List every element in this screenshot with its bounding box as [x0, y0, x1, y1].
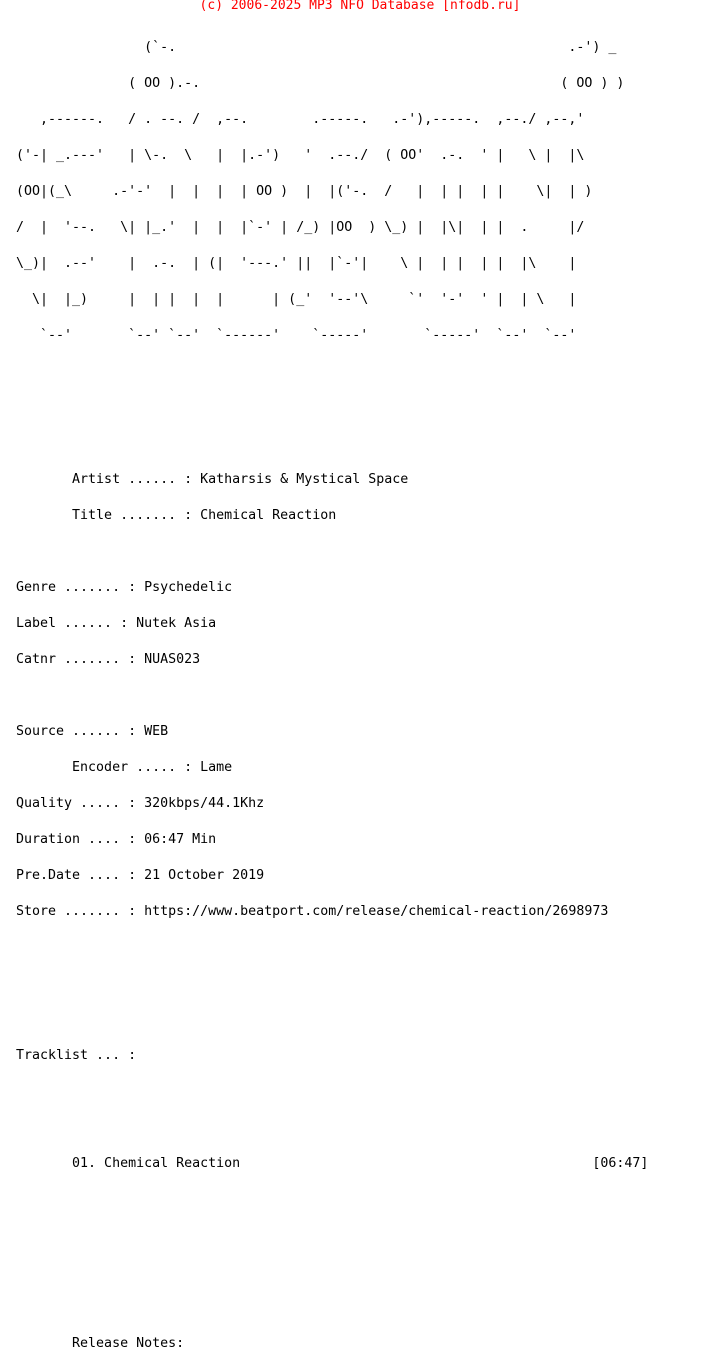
logo-line: ( OO ).-. ( OO ) ) — [16, 76, 625, 91]
predate-line: Pre.Date .... : 21 October 2019 — [16, 868, 265, 883]
blank-line — [16, 1266, 648, 1278]
blank-line — [16, 1194, 648, 1206]
blank-line — [16, 366, 648, 378]
blank-line — [16, 1014, 648, 1026]
duration-line: Duration .... : 06:47 Min — [16, 832, 217, 847]
title-line: Title ....... : Chemical Reaction — [16, 508, 337, 523]
tracklist-heading: Tracklist ... : — [16, 1048, 137, 1063]
artist-line: Artist ...... : Katharsis & Mystical Space — [16, 472, 409, 487]
logo-line: (`-. .-') _ — [16, 40, 617, 55]
release-notes-heading: Release Notes: — [16, 1336, 185, 1351]
logo-line: \_)| .--' | .-. | (| '---.' || |`-'| \ | | | | | |\ | — [16, 256, 577, 271]
blank-line — [16, 978, 648, 990]
blank-line — [16, 402, 648, 414]
blank-line — [16, 1122, 648, 1134]
blank-line — [16, 942, 648, 954]
quality-line: Quality ..... : 320kbps/44.1Khz — [16, 796, 265, 811]
logo-line: (OO|(_\ .-'-' | | | | OO ) | |('-. / | | | | | \| | ) — [16, 184, 593, 199]
logo-line: / | '--. \| |_.' | | |`-' | /_) |OO ) \_) | |\| | | . |/ — [16, 220, 585, 235]
logo-line: ,------. / . --. / ,--. .-----. .-'),-----. ,--./ ,--,' — [16, 112, 585, 127]
genre-line: Genre ....... : Psychedelic — [16, 580, 233, 595]
blank-line — [16, 1302, 648, 1314]
encoder-line: Encoder ..... : Lame — [16, 760, 233, 775]
catnr-line: Catnr ....... : NUAS023 — [16, 652, 201, 667]
nfo-text — [16, 18, 648, 1362]
store-line: Store ....... : https://www.beatport.com/release/chemical-reaction/2698973 — [16, 904, 609, 919]
logo-line: `--' `--' `--' `------' `-----' `-----' `--' `--' — [16, 328, 577, 343]
track-line: 01. Chemical Reaction [06:47] — [16, 1156, 649, 1171]
blank-line — [16, 1230, 648, 1242]
logo-line: \| |_) | | | | | | (_' '--'\ `' '-' ' | | \ | — [16, 292, 577, 307]
blank-line — [16, 690, 648, 702]
logo-line: ('-| _.---' | \-. \ | |.-') ' .--./ ( OO' .-. ' | \ | |\ — [16, 148, 585, 163]
source-line: Source ...... : WEB — [16, 724, 169, 739]
blank-line — [16, 546, 648, 558]
blank-line — [16, 1086, 648, 1098]
blank-line — [16, 438, 648, 450]
label-line: Label ...... : Nutek Asia — [16, 616, 217, 631]
site-header: (c) 2006-2025 MP3 NFO Database [nfodb.ru] — [199, 0, 521, 13]
